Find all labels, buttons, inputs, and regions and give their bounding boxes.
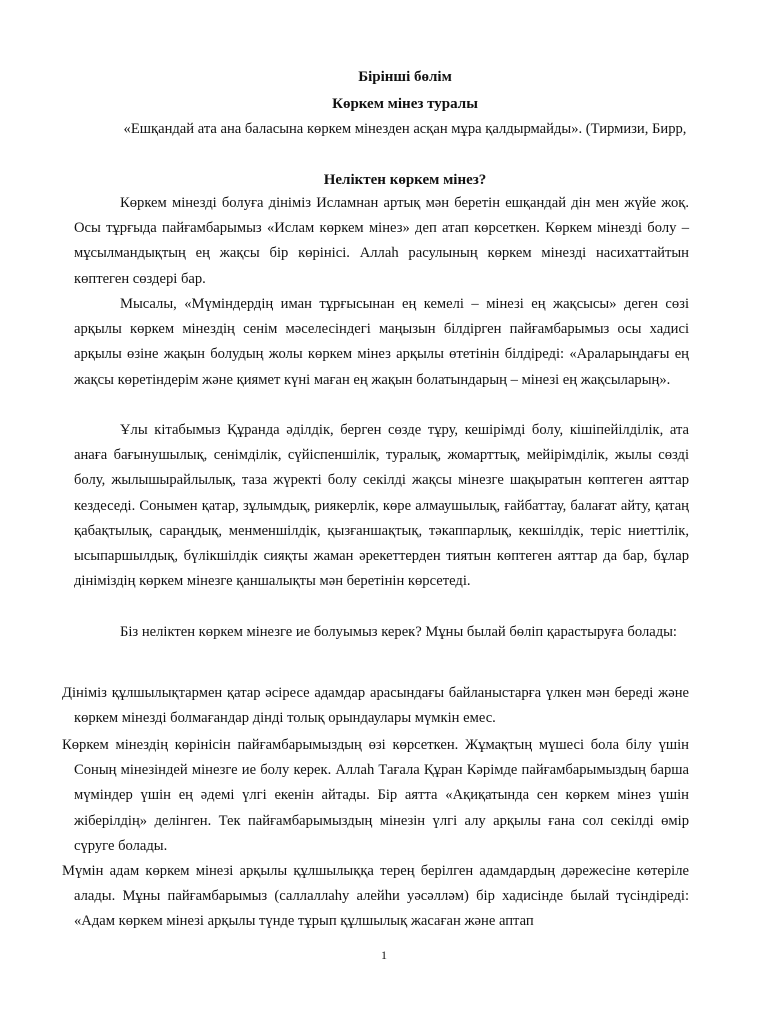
list-item-3: Мүмін адам көркем мінезі арқылы құлшылыққа терең берілген адамдардың дәрежесіне көтеріле алады. Мұны пайғамбарымыз (саллаллаһу алейһи уәсәлләм) бір хадисінде былай түсіндіреді: «Адам көркем мінезі арқылы түнде тұрып құлшылық жасаған және аптап bbox=[62, 863, 689, 930]
page-number: 1 bbox=[381, 948, 387, 962]
paragraph-2: Мысалы, «Мүміндердің иман тұрғысынан ең кемелі ‒ мінезі ең жақсысы» деген сөзі арқылы көркем мінездің сенім мәселесіндегі маңызын білдірген пайғамбарымыз осы хадисі арқылы өзіне жақын болудың жолы көркем мінез арқылы өтетінін білдіреді: «Араларыңдағы ең жақсы көретіндерім және қиямет күні маған ең жақын болатындарың ‒ мінезі ең жақсыларың». bbox=[74, 296, 689, 388]
epigraph-quote: «Ешқандай ата ана баласына көркем мінезден асқан мұра қалдырмайды». (Тирмизи, Бирр, bbox=[123, 121, 687, 137]
list-item-2: Көркем мінездің көрінісін пайғамбарымыздың өзі көрсеткен. Жұмақтың мүшесі бола білу үшін Соның мінезіндей мінезге ие болу керек. Аллаһ Тағала Құран Кәрімде пайғамбарымыздың барша мүміндер үшін ең әдемі үлгі екенін айтады. Бір аятта «Ақиқатында сен көркем мінез үшін жіберілдің» делінген. Тек пайғамбарымыздың мінезін үлгі алу арқылы ғана сол секілді өмір сүруге болады. bbox=[62, 737, 689, 854]
part-title: Бірінші бөлім bbox=[358, 69, 452, 85]
paragraph-1: Көркем мінезді болуға дініміз Исламнан артық мән беретін ешқандай дін мен жүйе жоқ. Осы тұрғыда пайғамбарымыз «Ислам көркем мінез» деп атап көрсеткен. Көркем мінезді болу ‒ мұсылмандықтың ең жақсы бір көрінісі. Аллаһ расулының көркем мінезді насихаттайтын көптеген сөздері бар. bbox=[74, 195, 689, 287]
section-title: Неліктен көркем мінез? bbox=[323, 172, 487, 188]
paragraph-3: Ұлы кітабымыз Құранда әділдік, берген сөзде тұру, кешірімді болу, кішіпейілділік, ата анаға бағынушылық, сенімділік, сүйіспеншілік, туралық, жомарттық, мейірімділік, жылы сөзді болу, жылышырайлылық, таза жүректі болу секілді жақсы мінезге шақыратын көптеген аяттар кездеседі. Сонымен қатар, зұлымдық, риякерлік, көре алмаушылық, ғайбаттау, балағат айту, қатаң қабақтылық, сараңдық, менменшілдік, қызғаншақтық, тәкаппарлық, кекшілдік, теріс ниеттілік, ысыпаршылдық, бүлікшілдік сияқты жаман әрекеттерден тиятын көптеген аяттар да бар, бұлар дініміздің көркем мінезге қаншалықты мән беретінін көрсетеді. bbox=[74, 422, 689, 590]
list-item-1: Дініміз құлшылықтармен қатар әсіресе адамдар арасындағы байланыстарға үлкен мән береді және көркем мінезді болмағандар дінді толық орындаулары мүмкін емес. bbox=[62, 685, 689, 727]
paragraph-4: Біз неліктен көркем мінезге ие болуымыз керек? Мұны былай бөліп қарастыруға болады: bbox=[120, 624, 677, 640]
chapter-title: Көркем мінез туралы bbox=[332, 96, 478, 112]
